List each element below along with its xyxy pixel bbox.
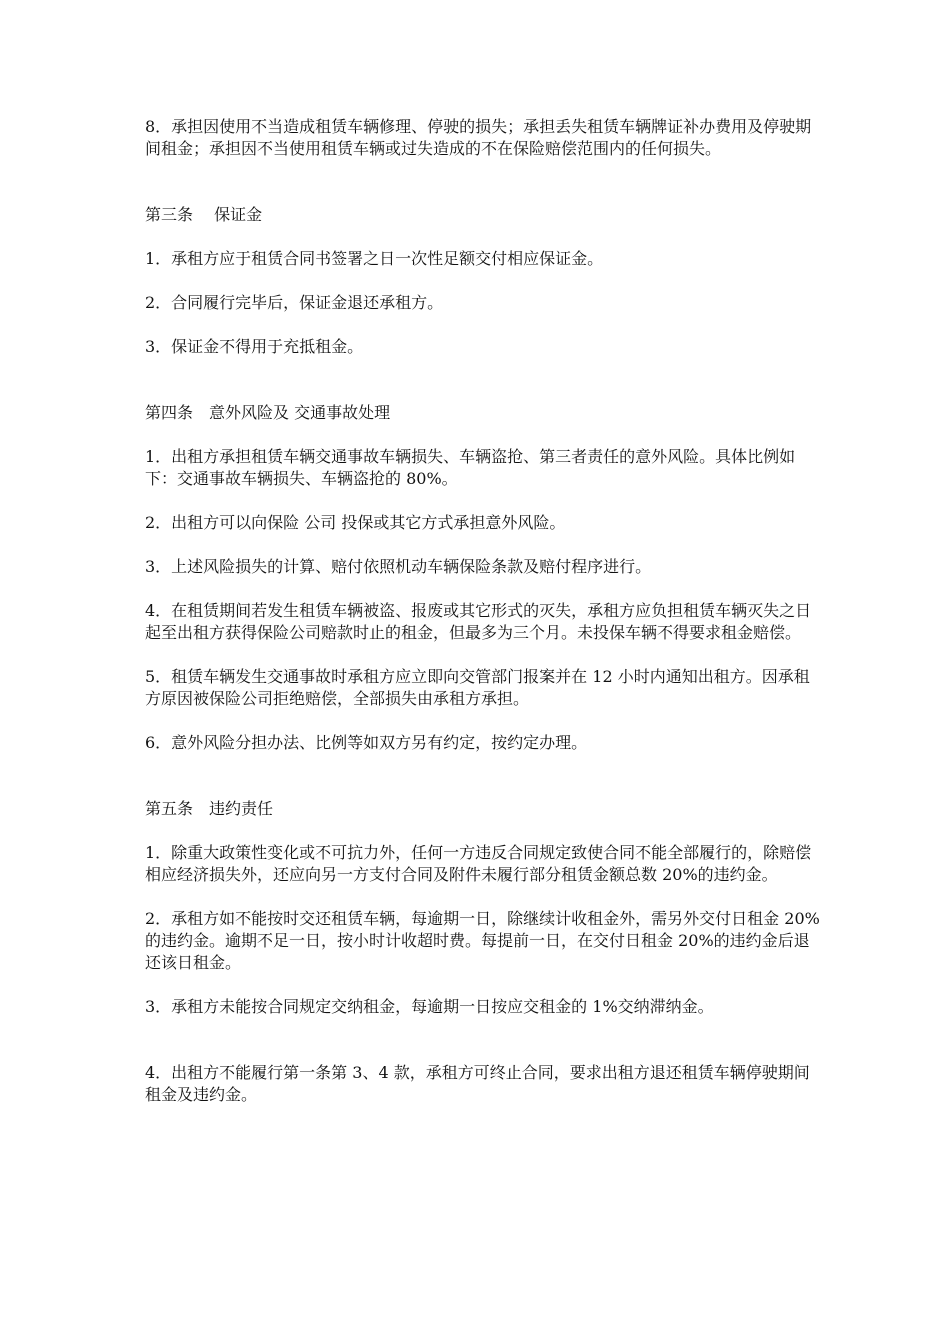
article-4-item-3: 3．上述风险损失的计算、赔付依照机动车辆保险条款及赔付程序进行。 <box>145 557 652 576</box>
article-5-item-3: 3．承租方未能按合同规定交纳租金，每逾期一日按应交租金的 1%交纳滞纳金。 <box>145 997 714 1016</box>
article-5-title: 第五条 违约责任 <box>145 799 274 818</box>
clause-8: 8．承担因使用不当造成租赁车辆修理、停驶的损失；承担丢失租赁车辆牌证补办费用及停驶期间租金；承担因不当使用租赁车辆或过失造成的不在保险赔偿范围内的任何损失。 <box>145 117 812 158</box>
article-3-item-2: 2．合同履行完毕后，保证金退还承租方。 <box>145 293 444 312</box>
article-5-item-4: 4．出租方不能履行第一条第 3、4 款，承租方可终止合同，要求出租方退还租赁车辆停驶期间租金及违约金。 <box>145 1063 810 1104</box>
article-3-title: 第三条 保证金 <box>145 205 263 224</box>
document-page <box>145 116 825 1128</box>
article-4-title: 第四条 意外风险及 交通事故处理 <box>145 403 391 422</box>
article-4-item-4: 4．在租赁期间若发生租赁车辆被盗、报废或其它形式的灭失，承租方应负担租赁车辆灭失之日起至出租方获得保险公司赔款时止的租金，但最多为三个月。未投保车辆不得要求租金赔偿。 <box>145 601 812 642</box>
article-3-item-1: 1．承租方应于租赁合同书签署之日一次性足额交付相应保证金。 <box>145 249 604 268</box>
article-3-item-3: 3．保证金不得用于充抵租金。 <box>145 337 364 356</box>
article-4-item-2: 2．出租方可以向保险 公司 投保或其它方式承担意外风险。 <box>145 513 566 532</box>
article-5-item-1: 1．除重大政策性变化或不可抗力外，任何一方违反合同规定致使合同不能全部履行的，除赔偿相应经济损失外，还应向另一方支付合同及附件未履行部分租赁金额总数 20%的违约金。 <box>145 843 812 884</box>
article-4-item-5: 5．租赁车辆发生交通事故时承租方应立即向交管部门报案并在 12 小时内通知出租方。因承租方原因被保险公司拒绝赔偿，全部损失由承租方承担。 <box>145 667 810 708</box>
article-5-item-2: 2．承租方如不能按时交还租赁车辆，每逾期一日，除继续计收租金外，需另外交付日租金 20%的违约金。逾期不足一日，按小时计收超时费。每提前一日，在交付日租金 20%的违约金后退还该日租金。 <box>145 909 820 972</box>
article-4-item-1: 1．出租方承担租赁车辆交通事故车辆损失、车辆盗抢、第三者责任的意外风险。具体比例如下：交通事故车辆损失、车辆盗抢的 80%。 <box>145 447 796 488</box>
article-4-item-6: 6．意外风险分担办法、比例等如双方另有约定，按约定办理。 <box>145 733 588 752</box>
